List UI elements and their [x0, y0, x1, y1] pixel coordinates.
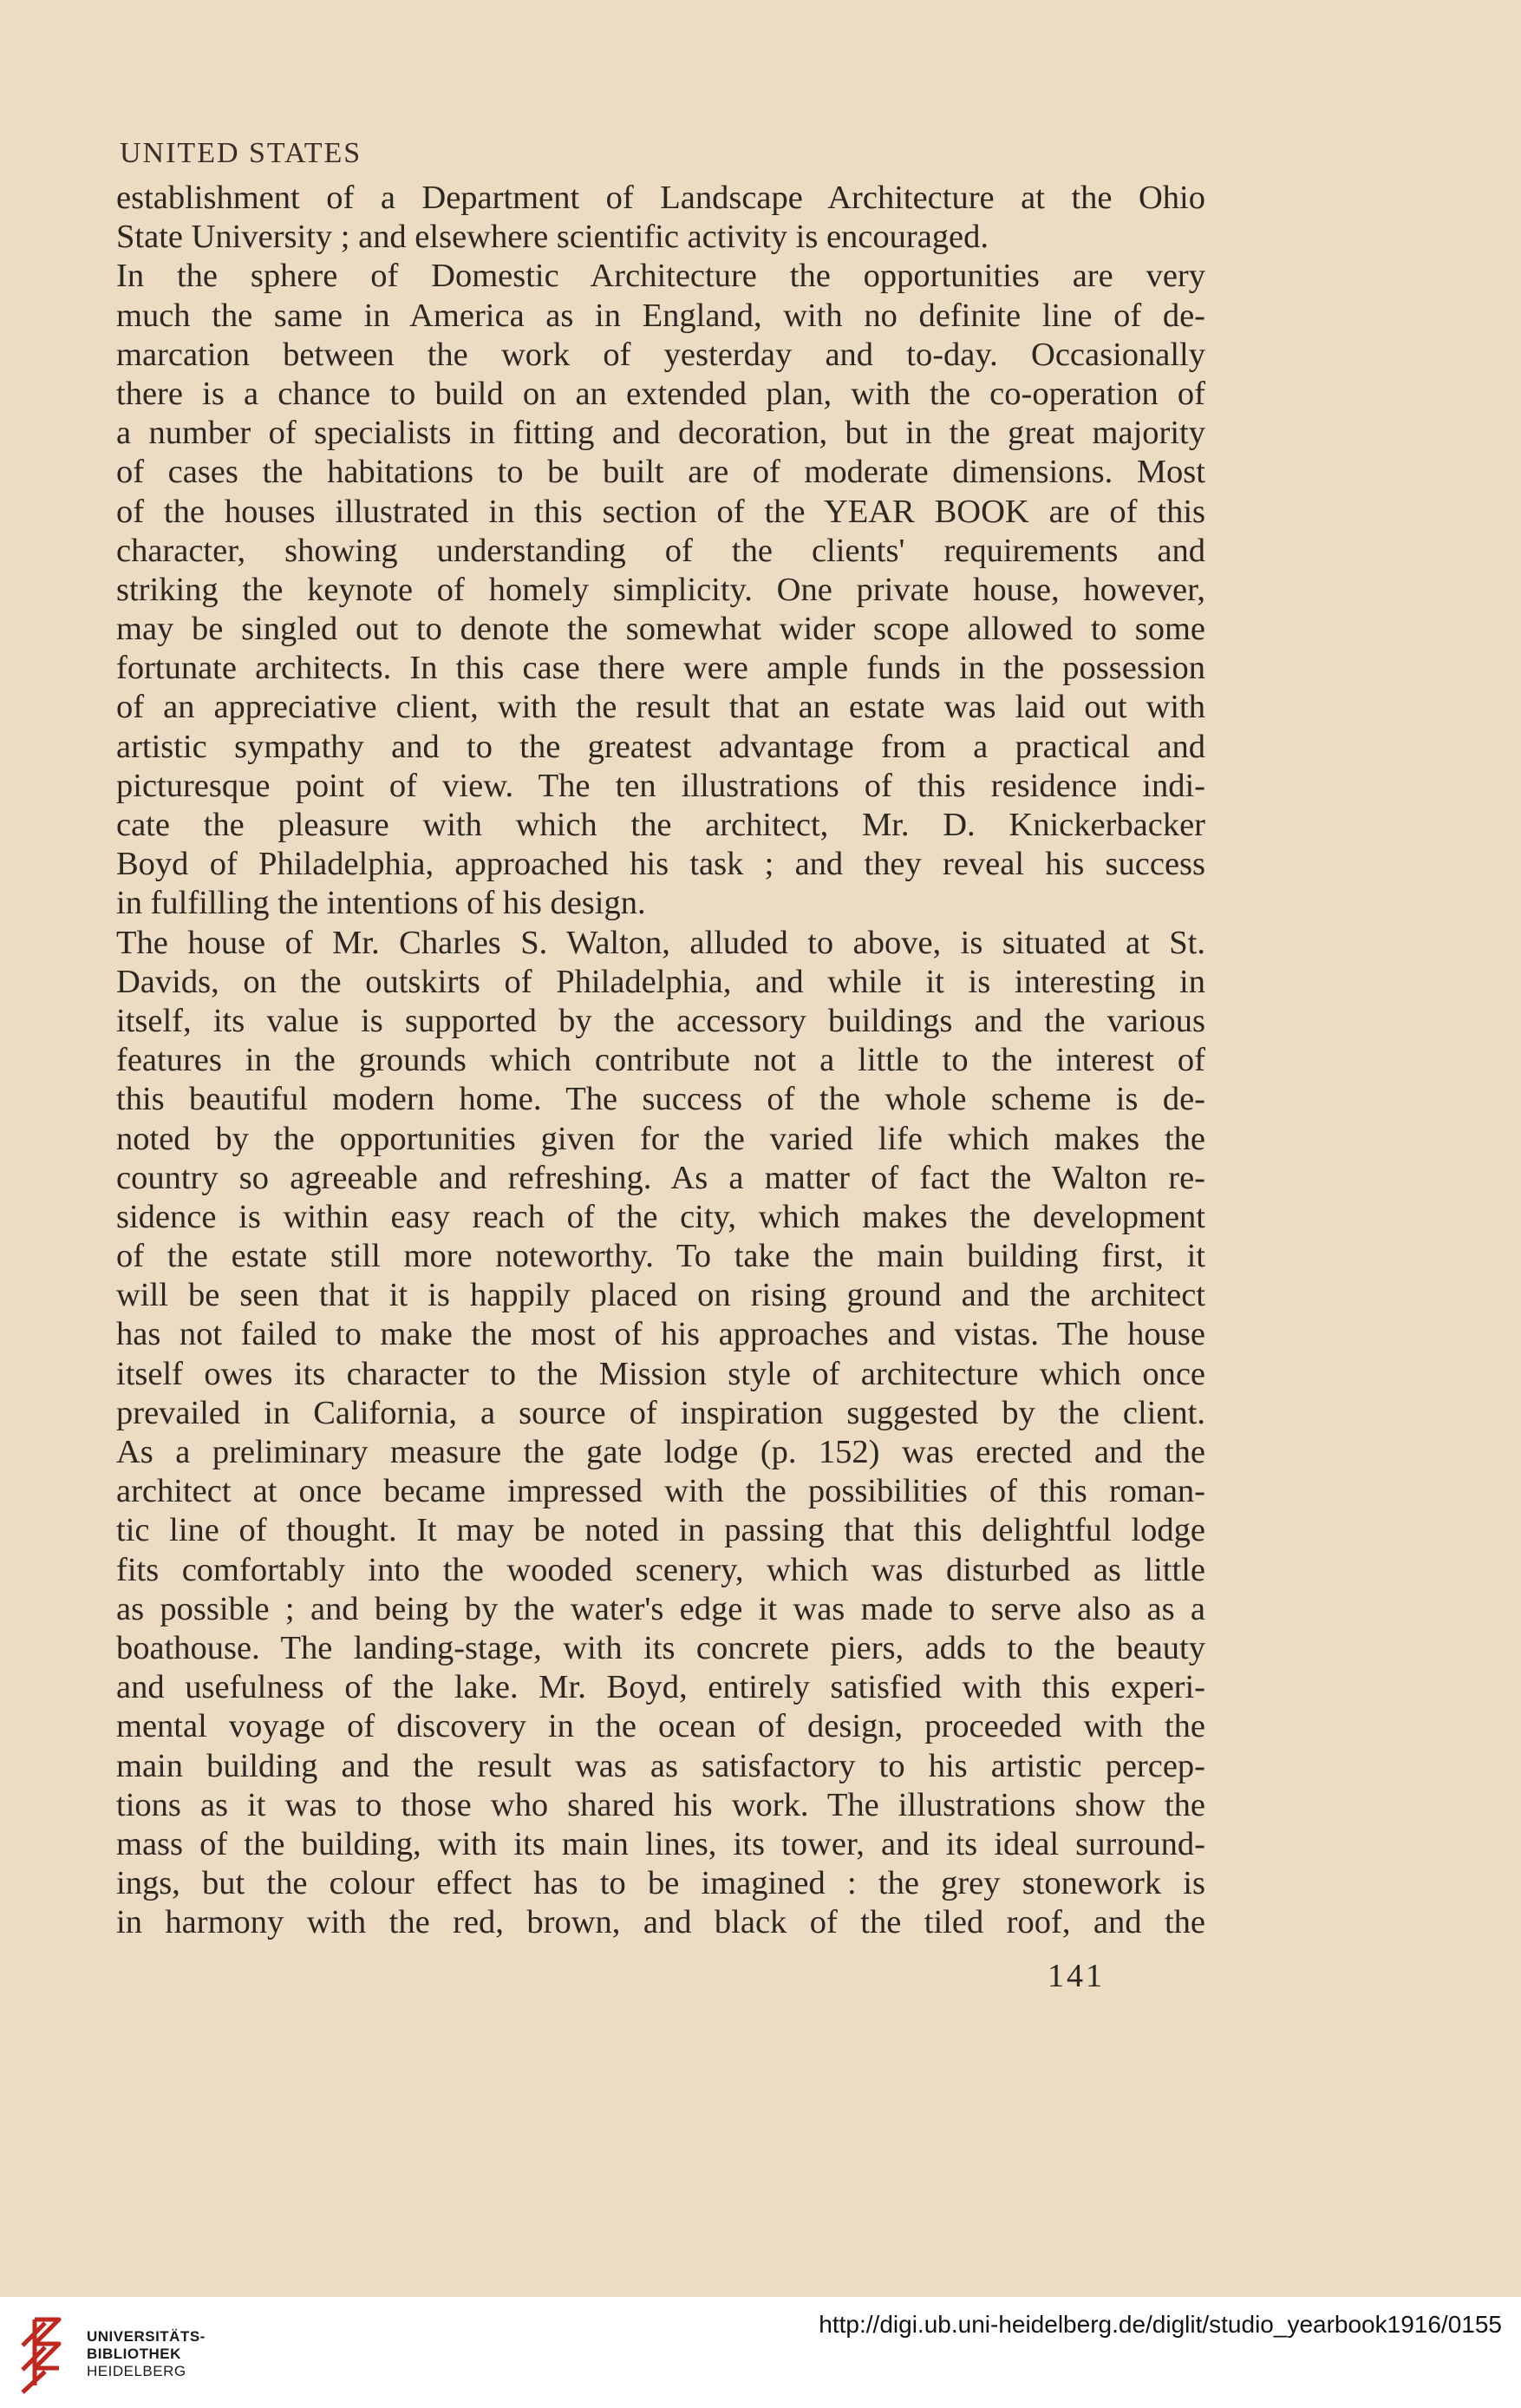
text-line: As a preliminary measure the gate lodge (p. 152) was erected and the: [116, 1434, 1205, 1470]
body-text: [116, 179, 1205, 1942]
text-line: character, showing understanding of the clients' requirements and: [116, 532, 1205, 569]
library-name-line: BIBLIOTHEK: [87, 2346, 181, 2362]
text-line: this beautiful modern home. The success of the whole scheme is de-: [116, 1081, 1205, 1118]
text-line: Boyd of Philadelphia, approached his task ; and they reveal his success: [116, 846, 1205, 883]
text-line: mass of the building, with its main lines, its tower, and its ideal surround-: [116, 1825, 1205, 1862]
text-line: mental voyage of discovery in the ocean of design, proceeded with the: [116, 1708, 1205, 1745]
library-name-line: UNIVERSITÄTS-: [87, 2328, 206, 2345]
library-name-line: HEIDELBERG: [87, 2363, 186, 2379]
text-line: fits comfortably into the wooded scenery, which was disturbed as little: [116, 1551, 1205, 1588]
text-line: a number of specialists in fitting and decoration, but in the great majority: [116, 415, 1205, 452]
text-line: striking the keynote of homely simplicity. One private house, however,: [116, 571, 1205, 608]
text-line: tions as it was to those who shared his work. The illustrations show the: [116, 1786, 1205, 1823]
text-line: cate the pleasure with which the architect, Mr. D. Knickerbacker: [116, 807, 1205, 843]
text-line: there is a chance to build on an extended plan, with the co-operation of: [116, 375, 1205, 412]
text-line: fortunate architects. In this case there were ample funds in the possession: [116, 650, 1205, 687]
text-line: of the estate still more noteworthy. To take the main building first, it: [116, 1238, 1205, 1275]
page-number: 141: [1048, 1958, 1105, 1994]
text-line: may be singled out to denote the somewhat wider scope allowed to some: [116, 611, 1205, 648]
text-line: noted by the opportunities given for the varied life which makes the: [116, 1120, 1205, 1157]
text-line: tic line of thought. It may be noted in passing that this delightful lodge: [116, 1512, 1205, 1549]
text-line: of an appreciative client, with the result that an estate was laid out with: [116, 689, 1205, 726]
source-url-link[interactable]: http://digi.ub.uni-heidelberg.de/diglit/studio_yearbook1916/0155: [819, 2311, 1502, 2338]
text-line: picturesque point of view. The ten illustrations of this residence indi-: [116, 767, 1205, 804]
text-line: Davids, on the outskirts of Philadelphia, and while it is interesting in: [116, 963, 1205, 1000]
text-line: and usefulness of the lake. Mr. Boyd, entirely satisfied with this experi-: [116, 1669, 1205, 1706]
heidelberg-library-logo-icon: [16, 2311, 75, 2394]
text-line: boathouse. The landing-stage, with its concrete piers, adds to the beauty: [116, 1629, 1205, 1666]
text-line: will be seen that it is happily placed on rising ground and the architect: [116, 1277, 1205, 1314]
text-line: sidence is within easy reach of the city, which makes the development: [116, 1198, 1205, 1235]
text-line: main building and the result was as satisfactory to his artistic percep-: [116, 1747, 1205, 1784]
text-line: itself, its value is supported by the accessory buildings and the various: [116, 1002, 1205, 1039]
library-name: [87, 2328, 206, 2380]
text-line: State University ; and elsewhere scientific activity is encouraged.: [116, 219, 989, 256]
footer-bar: [0, 2297, 1521, 2408]
text-line: prevailed in California, a source of inspiration suggested by the client.: [116, 1394, 1205, 1431]
text-line: The house of Mr. Charles S. Walton, alluded to above, is situated at St.: [116, 924, 1205, 961]
text-line: in fulfilling the intentions of his design.: [116, 885, 646, 922]
text-line: establishment of a Department of Landscape Architecture at the Ohio: [116, 180, 1205, 216]
running-header: UNITED STATES: [120, 137, 362, 169]
text-line: in harmony with the red, brown, and black of the tiled roof, and the: [116, 1904, 1205, 1941]
text-line: itself owes its character to the Mission style of architecture which once: [116, 1355, 1205, 1392]
text-line: of cases the habitations to be built are of moderate dimensions. Most: [116, 454, 1205, 491]
text-line: architect at once became impressed with the possibilities of this roman-: [116, 1473, 1205, 1510]
text-line: of the houses illustrated in this section of the YEAR BOOK are of this: [116, 493, 1205, 530]
text-line: marcation between the work of yesterday and to-day. Occasionally: [116, 336, 1205, 373]
text-line: ings, but the colour effect has to be imagined : the grey stonework is: [116, 1865, 1205, 1902]
text-line: In the sphere of Domestic Architecture the opportunities are very: [116, 258, 1205, 295]
text-line: has not failed to make the most of his approaches and vistas. The house: [116, 1316, 1205, 1353]
text-line: country so agreeable and refreshing. As a matter of fact the Walton re-: [116, 1159, 1205, 1196]
text-line: as possible ; and being by the water's edge it was made to serve also as a: [116, 1590, 1205, 1627]
text-line: artistic sympathy and to the greatest advantage from a practical and: [116, 728, 1205, 765]
text-line: features in the grounds which contribute not a little to the interest of: [116, 1042, 1205, 1079]
text-line: much the same in America as in England, with no definite line of de-: [116, 297, 1205, 334]
